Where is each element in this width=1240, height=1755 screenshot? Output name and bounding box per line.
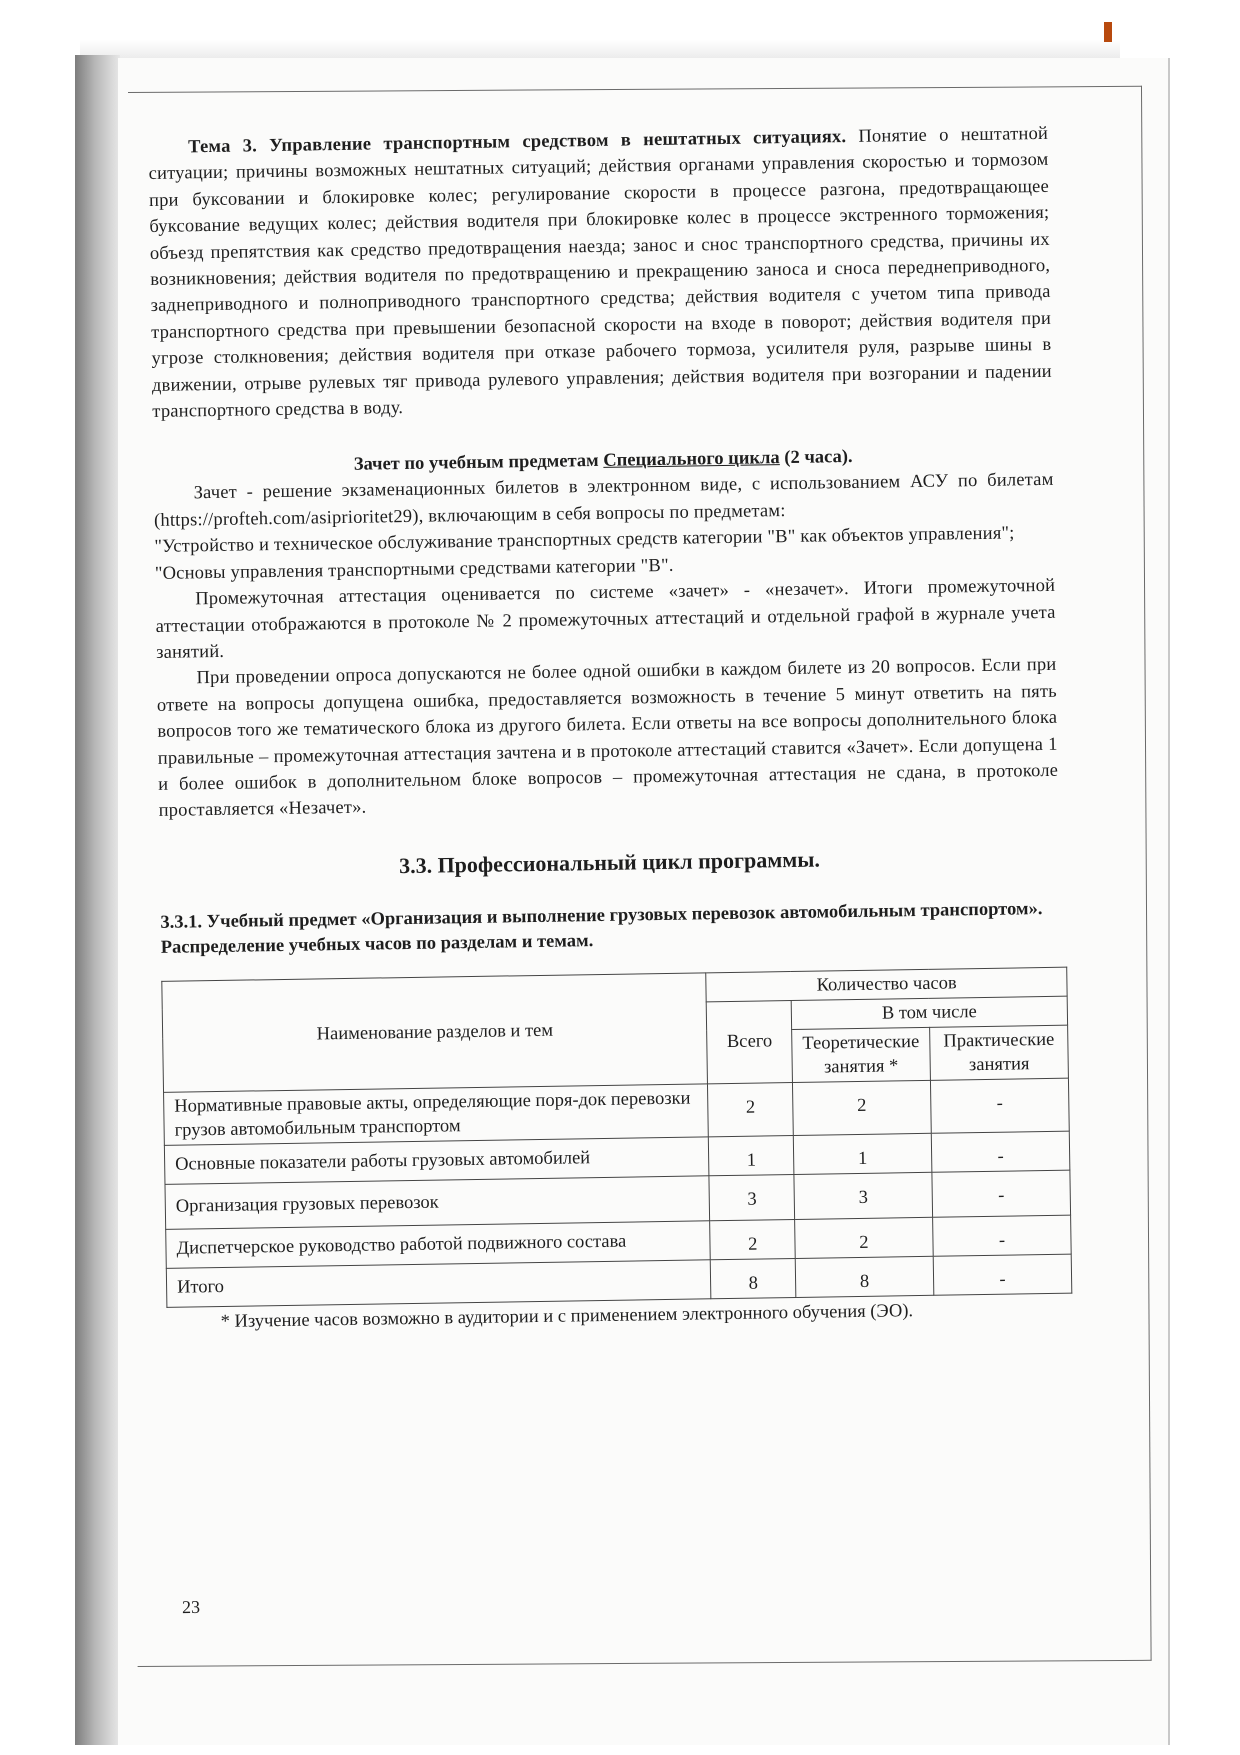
header-theory-cell: Теоретические занятия * (792, 1027, 931, 1082)
section-heading: 3.3. Профессиональный цикл программы. (398, 846, 821, 878)
page-number: 23 (181, 1596, 201, 1618)
row-theory-cell: 2 (795, 1217, 934, 1258)
zachet-paragraph-1: Зачет - решение экзаменационных билетов в электронном виде, с использованием АСУ по билетам (https://profteh.com/asiprioritet29), включающим в себя вопросы по предметам: (153, 470, 1054, 531)
row-name-cell: Нормативные правовые акты, определяющие поря-док перевозки грузов автомобильным транспортом (164, 1084, 709, 1146)
page-content (148, 121, 1067, 1336)
theme3-paragraph (148, 121, 1052, 426)
row-total-cell: 2 (710, 1219, 795, 1259)
theme3-body: Понятие о нештатной ситуации; причины возможных нештатных ситуаций; действия органами управления скоростью и тормозом при буксовании и блокировке колес; регулирование скорости в процессе разгона, предотвращающее буксование ведущих колес; действия водителя при блокировке колес в процессе экстренного торможения; объезд препятствия как средство предотвращения наезда; занос и снос транспортного средства, причины их возникновения; действия водителя по предотвращению и прекращению заноса и сноса переднеприводного, заднеприводного и полноприводного транспортного средства; действия водителя с учетом типа привода транспортного средства при превышении безопасной скорости на входе в поворот; действия водителя при угрозе столкновения; действия водителя при отказе рабочего тормоза, усилителя руля, разрыве шины в движении, отрыве рулевых тяг привода рулевого управления; действия водителя при возгорании и падении транспортного средства в воду. (148, 123, 1052, 423)
scan-binding-shadow (75, 55, 120, 1745)
row-theory-cell: 3 (794, 1172, 933, 1219)
table-footnote: * Изучение часов возможно в аудитории и с применением электронного обучения (ЭО). (220, 1300, 914, 1332)
row-name-cell: Основные показатели работы грузовых автомобилей (164, 1137, 709, 1185)
zachet-heading-prefix: Зачет по учебным предметам (353, 451, 604, 476)
distribution-heading: Распределение учебных часов по разделам и темам. (160, 930, 594, 958)
row-theory-cell: 1 (793, 1133, 932, 1174)
header-name-cell: Наименование разделов и тем (162, 973, 708, 1093)
total-practice-cell: - (933, 1254, 1072, 1295)
row-practice-cell: - (931, 1131, 1070, 1172)
zachet-heading-suffix: (2 часа). (779, 447, 853, 469)
zachet-paragraph-2: "Устройство и техническое обслуживание транспортных средств категории "В" как объектов управления"; (154, 523, 1015, 558)
subject-heading: 3.3.1. Учебный предмет «Организация и выполнение грузовых перевозок автомобильным транспортом». (160, 898, 1043, 933)
row-total-cell: 3 (709, 1174, 794, 1220)
row-total-cell: 1 (709, 1135, 794, 1175)
total-total-cell: 8 (711, 1258, 796, 1298)
total-theory-cell: 8 (795, 1256, 934, 1297)
zachet-paragraph-5: При проведении опроса допускаются не более одной ошибки в каждом билете из 20 вопросов. Если при ответе на вопросы допущена ошибка, предоставляется возможность в течение 5 минут ответить на пять вопросов того же тематического блока из другого билета. Если ответы на все вопросы дополнительного блока правильные – промежуточная аттестация зачтена и в протоколе аттестаций ставится «Зачет». Если допущена 1 и более ошибок в дополнительном блоке вопросов – промежуточная аттестация не сдана, в протоколе проставляется «Незачет». (156, 655, 1059, 822)
header-including-cell: В том числе (791, 996, 1067, 1029)
zachet-paragraph-3: "Основы управления транспортными средствами категории "В". (154, 555, 674, 584)
total-name-cell: Итого (166, 1260, 711, 1308)
zachet-paragraph-4: Промежуточная аттестация оценивается по системе «зачет» - «незачет». Итоги промежуточной аттестации отображаются в протоколе № 2 промежуточных аттестаций и отдельной графой в журнале учета занятий. (155, 575, 1056, 663)
row-practice-cell: - (930, 1078, 1069, 1133)
hours-table (161, 966, 1072, 1307)
scan-edge-top (80, 40, 1120, 58)
row-practice-cell: - (933, 1215, 1072, 1256)
header-practice-cell: Практические занятия (930, 1025, 1069, 1080)
row-theory-cell: 2 (792, 1080, 931, 1135)
row-name-cell: Диспетчерское руководство работой подвижного состава (166, 1221, 711, 1269)
row-total-cell: 2 (708, 1082, 793, 1136)
theme3-title: Тема 3. Управление транспортным средством в нештатных ситуациях. (188, 127, 847, 158)
header-total-cell: Всего (707, 1000, 793, 1083)
scan-corner-mark (1104, 22, 1112, 42)
row-name-cell: Организация грузовых перевозок (165, 1176, 710, 1230)
zachet-heading-underlined: Специального цикла (603, 448, 780, 472)
row-practice-cell: - (932, 1170, 1071, 1217)
header-hours-cell: Количество часов (706, 967, 1067, 1002)
